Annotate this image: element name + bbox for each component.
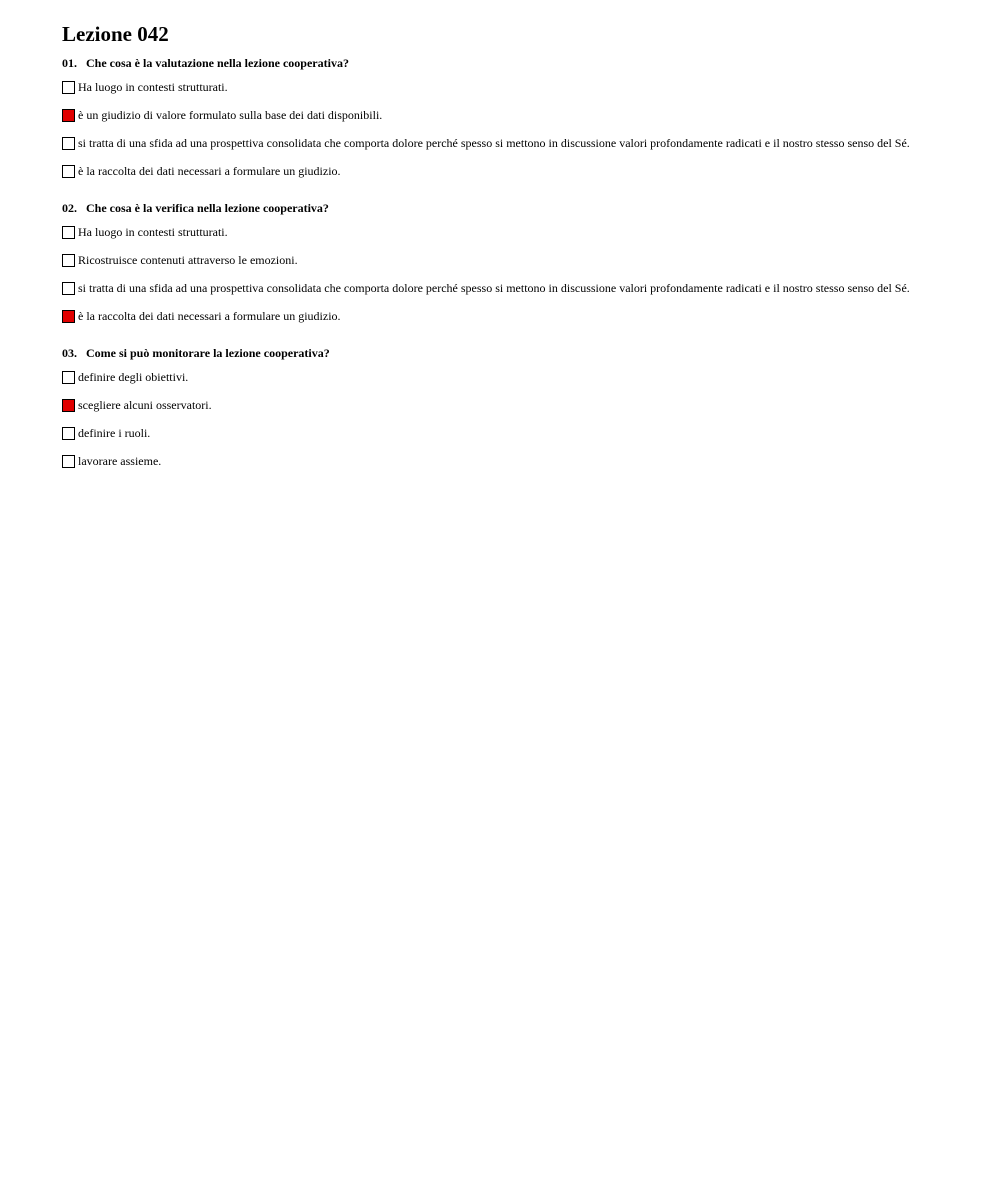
answer-checkbox[interactable] (62, 399, 75, 412)
answer-option (62, 136, 938, 151)
answer-checkbox[interactable] (62, 282, 75, 295)
answer-text: è la raccolta dei dati necessari a formulare un giudizio. (78, 164, 341, 178)
answer-checkbox[interactable] (62, 455, 75, 468)
answer-option (62, 164, 938, 179)
answer-checkbox[interactable] (62, 109, 75, 122)
question-text (62, 56, 938, 70)
answer-text: è la raccolta dei dati necessari a formulare un giudizio. (78, 309, 341, 323)
answer-text: si tratta di una sfida ad una prospettiva consolidata che comporta dolore perché spesso si mettono in discussione valori profondamente radicati e il nostro stesso senso del Sé. (78, 136, 910, 150)
answer-checkbox[interactable] (62, 310, 75, 323)
question-block (62, 346, 938, 469)
answer-text: Ha luogo in contesti strutturati. (78, 225, 228, 239)
answer-option (62, 281, 938, 296)
answer-checkbox[interactable] (62, 165, 75, 178)
lesson-title: Lezione 042 (62, 22, 169, 46)
question-block (62, 56, 938, 179)
answer-text: si tratta di una sfida ad una prospettiva consolidata che comporta dolore perché spesso si mettono in discussione valori profondamente radicati e il nostro stesso senso del Sé. (78, 281, 910, 295)
answer-option (62, 80, 938, 95)
answer-checkbox[interactable] (62, 427, 75, 440)
answer-text: definire i ruoli. (78, 426, 151, 440)
document-page (0, 0, 1000, 469)
answer-option (62, 225, 938, 240)
answer-checkbox[interactable] (62, 137, 75, 150)
question-text (62, 201, 938, 215)
question-number: 03. (62, 346, 77, 360)
answer-option (62, 370, 938, 385)
question-label: Che cosa è la verifica nella lezione cooperativa? (86, 201, 329, 215)
question-text (62, 346, 938, 360)
answer-text: Ricostruisce contenuti attraverso le emozioni. (78, 253, 298, 267)
answer-option (62, 108, 938, 123)
answer-option (62, 309, 938, 324)
question-label: Che cosa è la valutazione nella lezione cooperativa? (86, 56, 349, 70)
answer-option (62, 253, 938, 268)
question-label: Come si può monitorare la lezione cooperativa? (86, 346, 330, 360)
answer-checkbox[interactable] (62, 371, 75, 384)
answer-option (62, 426, 938, 441)
answer-checkbox[interactable] (62, 81, 75, 94)
answer-option (62, 454, 938, 469)
answer-text: lavorare assieme. (78, 454, 162, 468)
answer-text: definire degli obiettivi. (78, 370, 189, 384)
answer-option (62, 398, 938, 413)
answer-text: scegliere alcuni osservatori. (78, 398, 212, 412)
answer-checkbox[interactable] (62, 254, 75, 267)
answer-text: è un giudizio di valore formulato sulla base dei dati disponibili. (78, 108, 383, 122)
answer-checkbox[interactable] (62, 226, 75, 239)
question-block (62, 201, 938, 324)
answer-text: Ha luogo in contesti strutturati. (78, 80, 228, 94)
question-number: 02. (62, 201, 77, 215)
question-number: 01. (62, 56, 77, 70)
